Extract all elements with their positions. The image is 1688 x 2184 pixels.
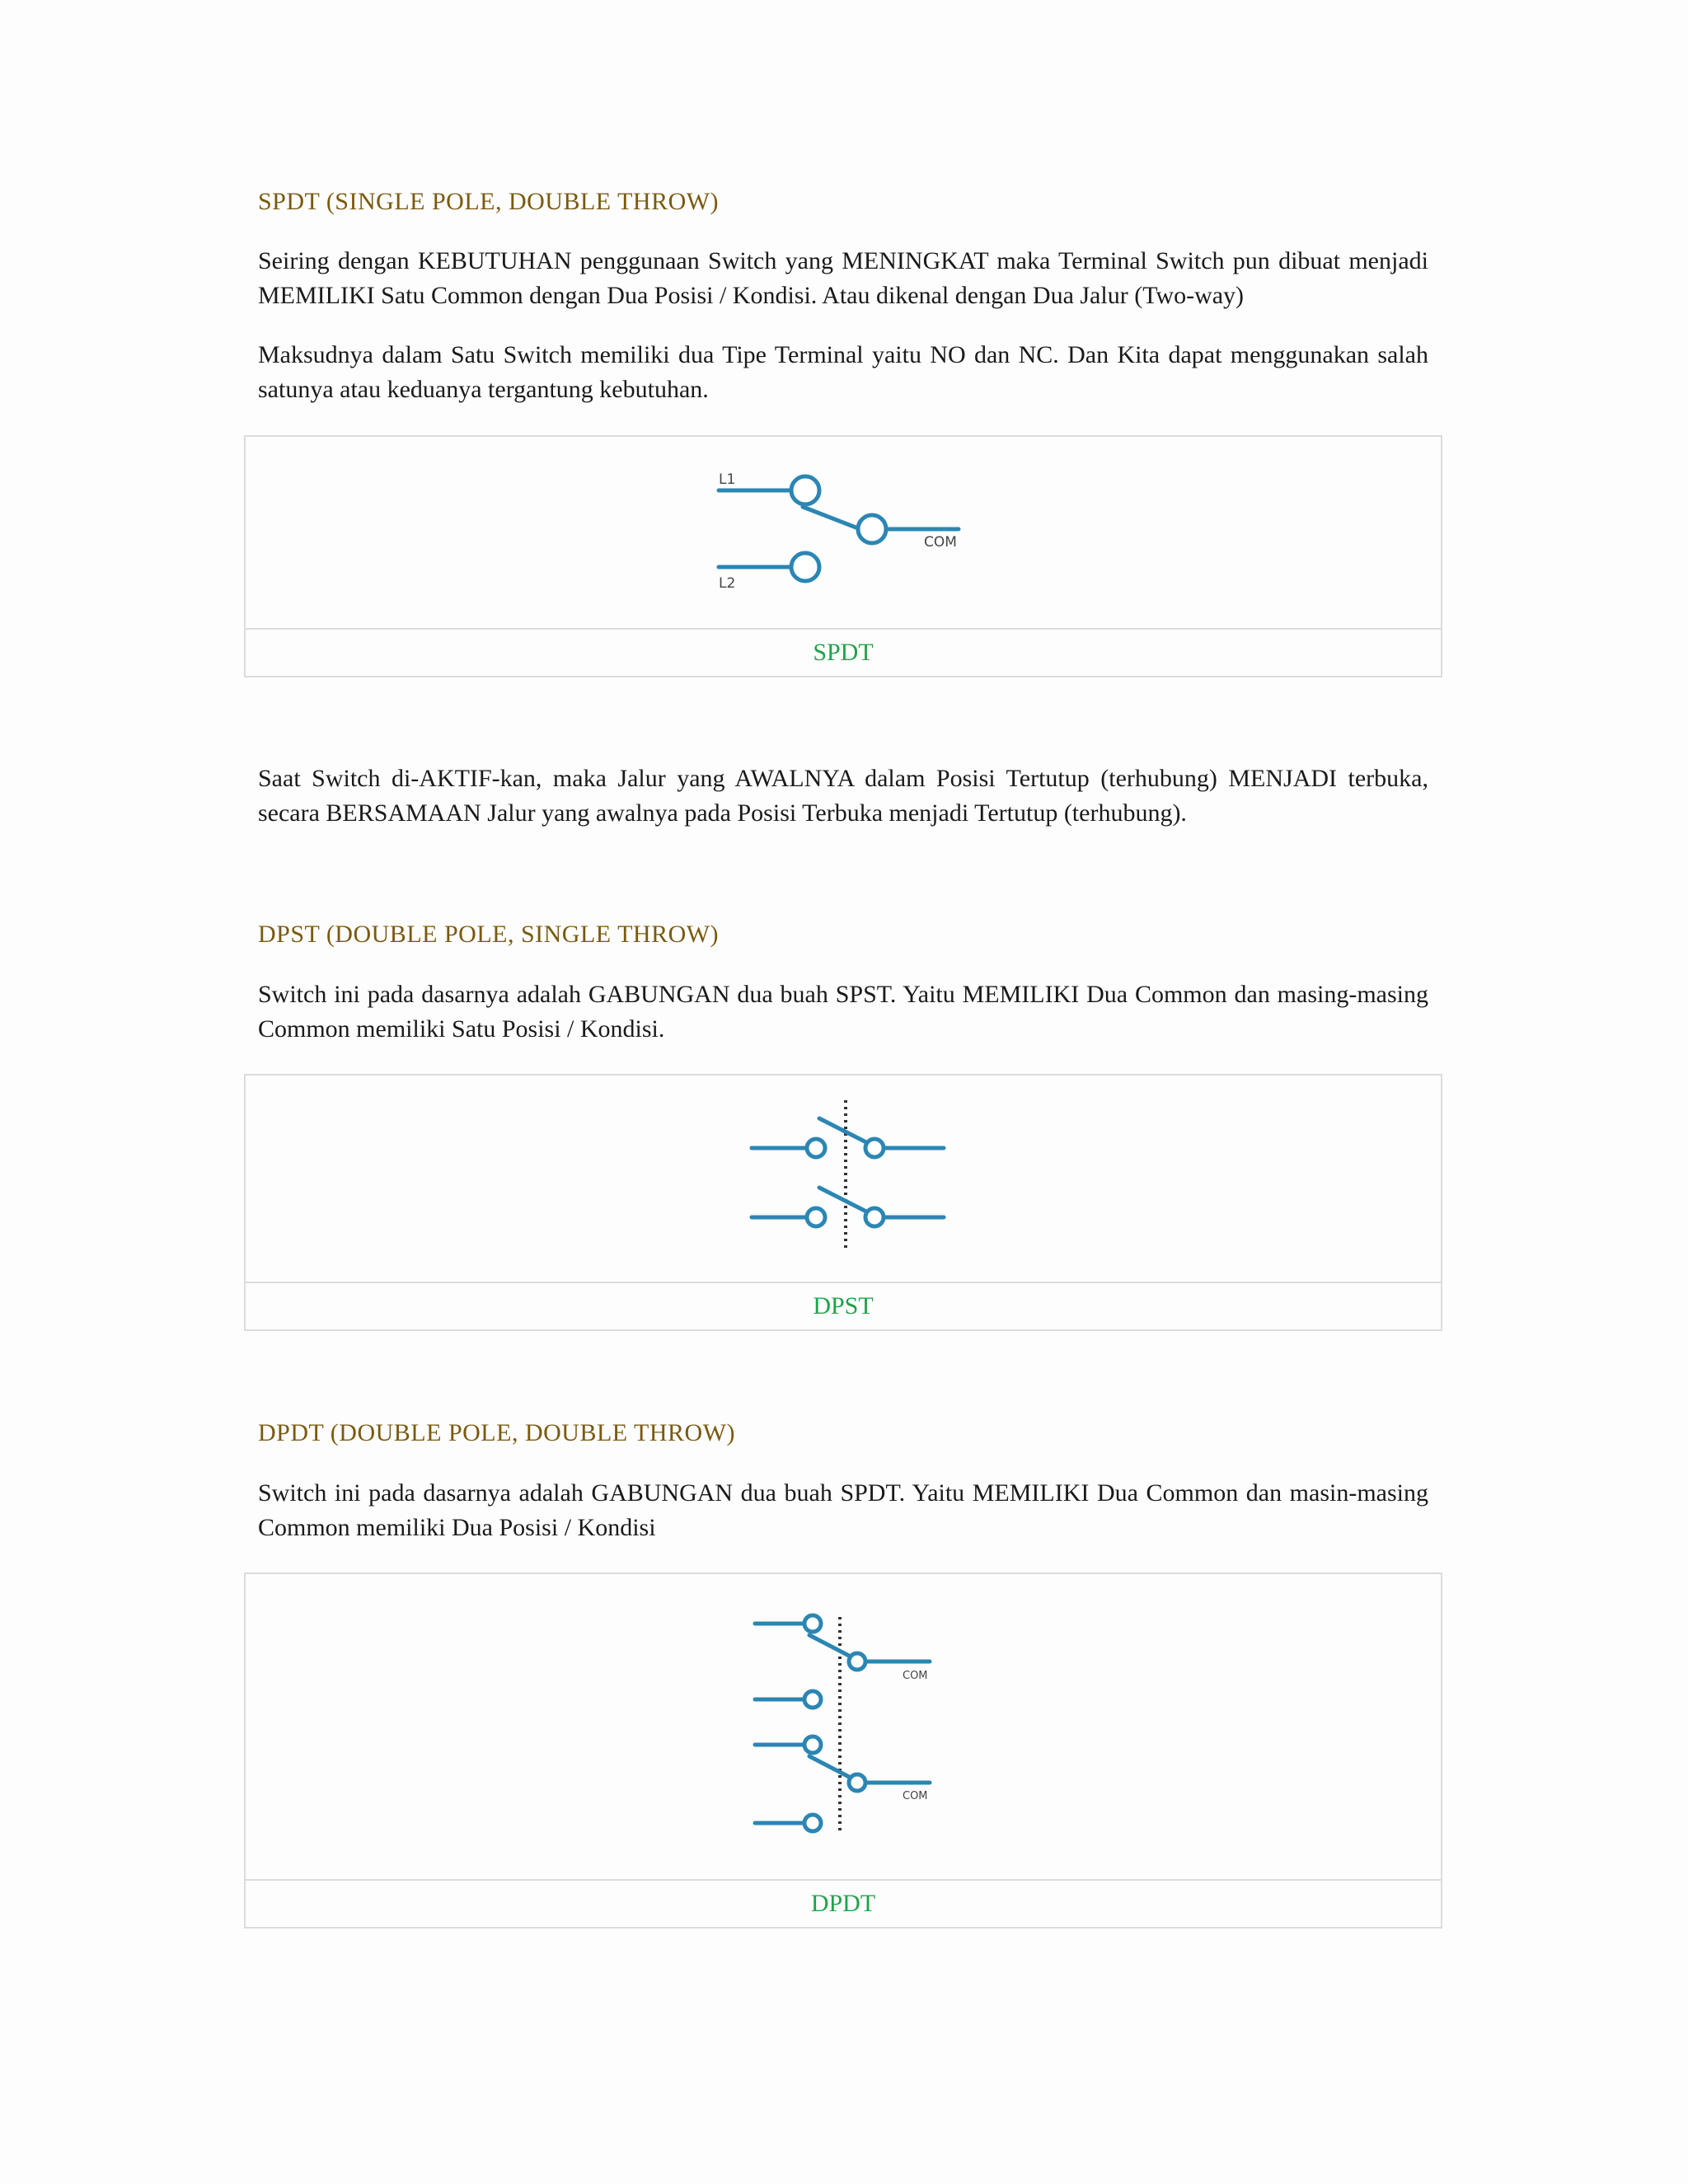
spdt-lever — [803, 507, 858, 528]
spdt-switch-symbol — [246, 437, 1441, 628]
dpdt-pole1-lever — [809, 1635, 851, 1657]
dpst-pole1-lever — [819, 1118, 868, 1143]
dpst-pole2-out-terminal — [865, 1208, 884, 1226]
dpdt-com2-label: COM — [903, 1790, 928, 1802]
dpst-diagram — [246, 1076, 1441, 1283]
dpst-heading: DPST (DOUBLE POLE, SINGLE THROW) — [258, 921, 720, 948]
dpst-caption: DPST — [813, 1292, 874, 1319]
spdt-activation-paragraph: Saat Switch di-AKTIF-kan, maka Jalur yang AWALNYA dalam Posisi Tertutup (terhubung) MENJADI terbuka, secara BERSAMAAN Jalur yang awalnya pada Posisi Terbuka menjadi Tertutup (terhubung). — [258, 765, 1428, 827]
dpdt-pole2-lever — [809, 1756, 851, 1778]
dpdt-caption: DPDT — [810, 1890, 876, 1917]
dpst-figure — [244, 1074, 1442, 1331]
dpdt-pole1-upper-terminal — [804, 1615, 821, 1632]
spdt-l1-label: L1 — [719, 471, 736, 488]
spdt-com-label: COM — [924, 534, 957, 551]
spdt-diagram — [246, 437, 1441, 630]
spdt-heading: SPDT (SINGLE POLE, DOUBLE THROW) — [258, 188, 720, 215]
spdt-l2-label: L2 — [719, 575, 736, 592]
dpdt-figure — [244, 1572, 1442, 1929]
dpst-pole1-out-terminal — [865, 1139, 884, 1157]
dpdt-diagram — [246, 1574, 1441, 1881]
dpdt-pole1-lower-terminal — [804, 1691, 821, 1708]
spdt-figure — [244, 435, 1442, 677]
spdt-l2-terminal — [791, 553, 819, 581]
dpst-paragraph: Switch ini pada dasarnya adalah GABUNGAN dua buah SPST. Yaitu MEMILIKI Dua Common dan masing-masing Common memiliki Satu Posisi / Kondisi. — [258, 981, 1428, 1043]
spdt-intro-paragraph: Seiring dengan KEBUTUHAN penggunaan Switch yang MENINGKAT maka Terminal Switch pun dibuat menjadi MEMILIKI Satu Common dengan Dua Posisi / Kondisi. Atau dikenal dengan Dua Jalur (Two-way) — [258, 247, 1428, 309]
dpdt-pole2-com-terminal — [849, 1774, 865, 1791]
dpst-pole1-in-terminal — [807, 1139, 825, 1157]
spdt-terminal-paragraph: Maksudnya dalam Satu Switch memiliki dua Tipe Terminal yaitu NO dan NC. Dan Kita dapat menggunakan salah satunya atau keduanya tergantung kebutuhan. — [258, 341, 1428, 403]
dpdt-pole1-com-terminal — [849, 1653, 865, 1670]
dpdt-com1-label: COM — [903, 1670, 928, 1682]
dpst-switch-symbol — [246, 1076, 1441, 1282]
dpdt-pole2-upper-terminal — [804, 1736, 821, 1753]
spdt-caption: SPDT — [813, 639, 874, 666]
dpdt-heading: DPDT (DOUBLE POLE, DOUBLE THROW) — [258, 1419, 736, 1446]
dpst-pole2-in-terminal — [807, 1208, 825, 1226]
spdt-com-terminal — [858, 515, 886, 543]
dpst-pole2-lever — [819, 1188, 868, 1212]
dpdt-switch-symbol — [246, 1574, 1441, 1879]
dpdt-paragraph: Switch ini pada dasarnya adalah GABUNGAN dua buah SPDT. Yaitu MEMILIKI Dua Common dan masin-masing Common memiliki Dua Posisi / Kondisi — [258, 1479, 1428, 1541]
spdt-l1-terminal — [791, 476, 819, 504]
dpdt-pole2-lower-terminal — [804, 1815, 821, 1831]
